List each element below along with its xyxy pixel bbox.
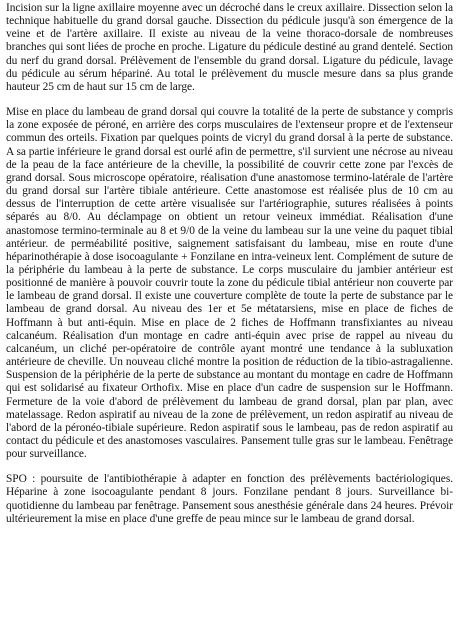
- paragraph-postop-care: SPO : poursuite de l'antibiothérapie à adapter en fonction des prélèvements bactériologiques. Héparine à zone isocoagulante pendant 8 jours. Fonzilane pendant 8 jours. Surveillance bi-quotidienne du lambeau par fenêtrage. Pansement sous anesthésie générale dans 24 heures. Prévoir ultérieurement la mise en place d'une greffe de peau mince sur le lambeau de grand dorsal.: [6, 473, 453, 525]
- document-body: [6, 2, 453, 526]
- paragraph-flap-placement: Mise en place du lambeau de grand dorsal qui couvre la totalité de la perte de substance y compris la zone exposée de péroné, en arrière des corps musculaires de l'extenseur propre et de l'extenseur commun des orteils. Fixation par quelques points de vicryl du grand dorsal à la perte de substance. A sa partie inférieure le grand dorsal est ourlé afin de permettre, s'il survient une nécrose au niveau de la peau de la face antérieure de la cheville, la possibilité de couvrir cette zone par l'excès de grand dorsal. Sous microscope opératoire, réalisation d'une anastomose termino-latérale de l'artère du grand dorsal sur l'artère tibiale antérieure. Cette anastomose est réalisée plus de 10 cm au dessus de l'interruption de cette artère visualisée sur l'artériographie, sutures réalisées à points séparés au 8/0. Au déclampage on obtient un retour veineux immédiat. Réalisation d'une anastomose termino-terminale au 8 et 9/0 de la veine du lambeau sur la une veine du paquet tibial antérieur. de perméabilité positive, saignement satisfaisant du lambeau, mise en route d'une héparinothérapie à dose isocoagulante + Fonzilane en intra-veineux lent. Complément de suture de la périphérie du lambeau à la perte de substance. Le corps musculaire du jambier antérieur est positionné de manière à pouvoir couvrir toute la zone du pédicule tibial antérieur non couverte par le lambeau de grand dorsal. Il existe une couverture complète de toute la perte de substance par le lambeau de grand dorsal. Au niveau des 1er et 5e métatarsiens, mise en place de fiches de Hoffmann à but anti-équin. Mise en place de 2 fiches de Hoffmann transfixiantes au niveau calcanéum. Réalisation d'un montage en cadre anti-équin avec prise de rappel au niveau du calcanéum, un cliché per-opératoire de contrôle ayant montré une tendance à la subluxation antérieure de cheville. Un nouveau cliché montre la position de réduction de la tibio-astragalienne. Suspension de la périphérie de la perte de substance au montant du montage en cadre de Hoffmann qui est solidarisé au fixateur Orthofix. Mise en place d'un cadre de suspension sur le Hoffmann. Fermeture de la voie d'abord de prélèvement du lambeau de grand dorsal, plan par plan, avec matelassage. Redon aspiratif au niveau de la zone de prélèvement, un redon aspiratif au niveau de l'abord de la péronéo-tibiale supérieure. Redon aspiratif sous le lambeau, pas de redon aspiratif au contact du pédicule et des anastomoses vasculaires. Pansement tulle gras sur le lambeau. Fenêtrage pour surveillance.: [6, 106, 453, 461]
- paragraph-harvest: Incision sur la ligne axillaire moyenne avec un décroché dans le creux axillaire. Dissection selon la technique habituelle du grand dorsal gauche. Dissection du pédicule jusqu'à son émergence de la veine et de l'artère axillaire. Il existe au niveau de la veine thoraco-dorsale de nombreuses branches qui sont liées de proche en proche. Ligature du pédicule destiné au grand dentelé. Section du nerf du grand dorsal. Prélèvement de l'ensemble du grand dorsal. Ligature du pédicule, lavage du pédicule au sérum hépariné. Au total le prélèvement du muscle mesure dans sa plus grande hauteur 25 cm de haut sur 15 cm de large.: [6, 2, 453, 93]
